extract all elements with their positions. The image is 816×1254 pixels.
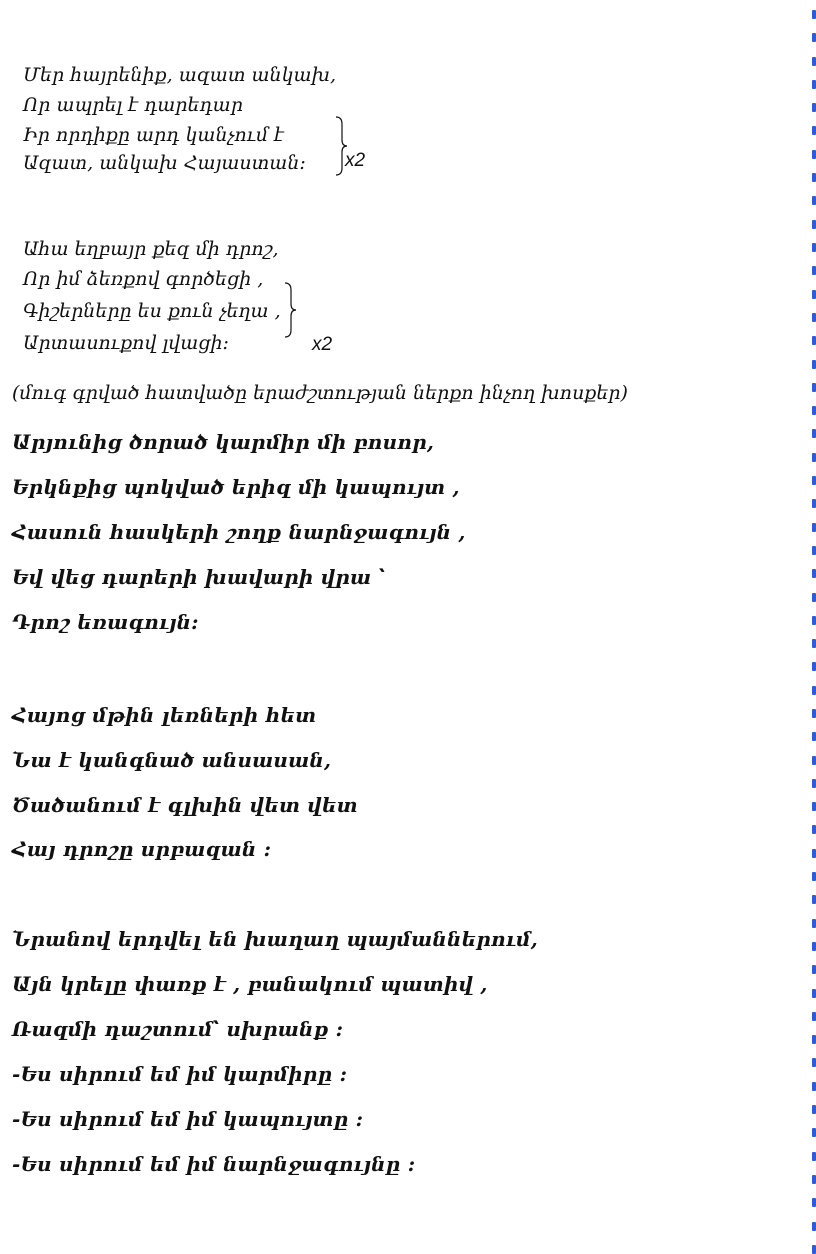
edge-mark	[812, 57, 816, 66]
edge-mark	[812, 779, 816, 788]
edge-mark	[812, 802, 816, 811]
stanza-1-line: Ազատ, անկախ Հայաստան:	[23, 152, 306, 174]
edge-mark	[812, 616, 816, 625]
edge-mark	[812, 1058, 816, 1067]
stanza-2-line: Գիշերները ես քուն չեղա ,	[23, 300, 281, 322]
stanza-2-line: Որ իմ ձեռքով գործեցի ,	[23, 268, 264, 290]
edge-mark	[812, 546, 816, 555]
edge-mark	[812, 453, 816, 462]
edge-mark	[812, 662, 816, 671]
edge-mark	[812, 872, 816, 881]
edge-mark	[812, 1245, 816, 1254]
edge-mark	[812, 639, 816, 648]
edge-mark	[812, 593, 816, 602]
edge-mark	[812, 756, 816, 765]
verse-line: Դրոշ եռագույն:	[12, 610, 199, 634]
verse-line: Այն կրելը փառք է , բանակում պատիվ ,	[12, 972, 488, 996]
edge-mark	[812, 825, 816, 834]
edge-mark	[812, 429, 816, 438]
edge-mark	[812, 103, 816, 112]
edge-mark	[812, 33, 816, 42]
edge-mark	[812, 243, 816, 252]
edge-mark	[812, 383, 816, 392]
right-brace-icon	[283, 282, 297, 338]
edge-mark	[812, 1152, 816, 1161]
edge-mark	[812, 406, 816, 415]
edge-mark	[812, 360, 816, 369]
edge-mark	[812, 732, 816, 741]
stanza-1-line: Մեր հայրենիք, ազատ անկախ,	[23, 64, 337, 86]
repeat-marker: x2	[345, 150, 366, 171]
verse-line: Հայ դրոշը սրբազան :	[12, 837, 272, 861]
edge-mark	[812, 919, 816, 928]
edge-mark	[812, 1198, 816, 1207]
verse-line: -Ես սիրում եմ իմ կարմիրը :	[12, 1062, 348, 1086]
edge-mark	[812, 1012, 816, 1021]
edge-mark	[812, 10, 816, 19]
edge-mark	[812, 895, 816, 904]
verse-line: -Ես սիրում եմ իմ նարնջագույնը :	[12, 1152, 416, 1176]
edge-mark	[812, 290, 816, 299]
edge-mark	[812, 313, 816, 322]
edge-mark	[812, 499, 816, 508]
edge-mark	[812, 1175, 816, 1184]
edge-mark	[812, 266, 816, 275]
stanza-1-line: Որ ապրել է դարեդար	[23, 94, 243, 116]
edge-mark	[812, 1035, 816, 1044]
verse-line: Հայոց մթին լեռների հետ	[12, 703, 317, 727]
edge-mark	[812, 965, 816, 974]
edge-mark	[812, 150, 816, 159]
note-text: (մուգ գրված հատվածը երաժշտության ներքո ինչող խոսքեր)	[12, 382, 628, 404]
repeat-marker: x2	[312, 334, 333, 355]
edge-mark	[812, 80, 816, 89]
verse-line: -Ես սիրում եմ իմ կապույտը :	[12, 1107, 364, 1131]
edge-mark	[812, 1082, 816, 1091]
edge-mark	[812, 686, 816, 695]
verse-line: Արյունից ծորած կարմիր մի բոսոր,	[12, 430, 435, 454]
stanza-1-line: Իր որդիքը արդ կանչում է	[23, 124, 284, 146]
edge-mark	[812, 1128, 816, 1137]
edge-mark	[812, 849, 816, 858]
edge-mark	[812, 523, 816, 532]
edge-mark	[812, 196, 816, 205]
verse-line: Նա է կանգնած անսասան,	[12, 748, 332, 772]
edge-mark	[812, 336, 816, 345]
verse-line: Ռազմի դաշտում՝ սխրանք :	[12, 1017, 344, 1041]
edge-mark	[812, 942, 816, 951]
stanza-2-line: Արտասուքով լվացի:	[23, 332, 229, 354]
verse-line: Ծածանում է գլխին վետ վետ	[12, 793, 358, 817]
verse-line: Եվ վեց դարերի խավարի վրա ՝	[12, 565, 386, 589]
edge-mark	[812, 569, 816, 578]
edge-mark	[812, 1222, 816, 1231]
edge-mark	[812, 989, 816, 998]
edge-mark	[812, 126, 816, 135]
verse-line: Երկնքից պոկված երիզ մի կապույտ ,	[12, 475, 460, 499]
edge-mark	[812, 709, 816, 718]
edge-mark	[812, 173, 816, 182]
stanza-2-line: Ահա եղբայր քեզ մի դրոշ,	[23, 238, 279, 260]
edge-mark	[812, 220, 816, 229]
edge-mark	[812, 476, 816, 485]
verse-line: Հասուն հասկերի շողք նարնջագույն ,	[12, 520, 466, 544]
verse-line: Նրանով երդվել են խաղաղ պայմաններում,	[12, 927, 538, 951]
edge-mark	[812, 1105, 816, 1114]
